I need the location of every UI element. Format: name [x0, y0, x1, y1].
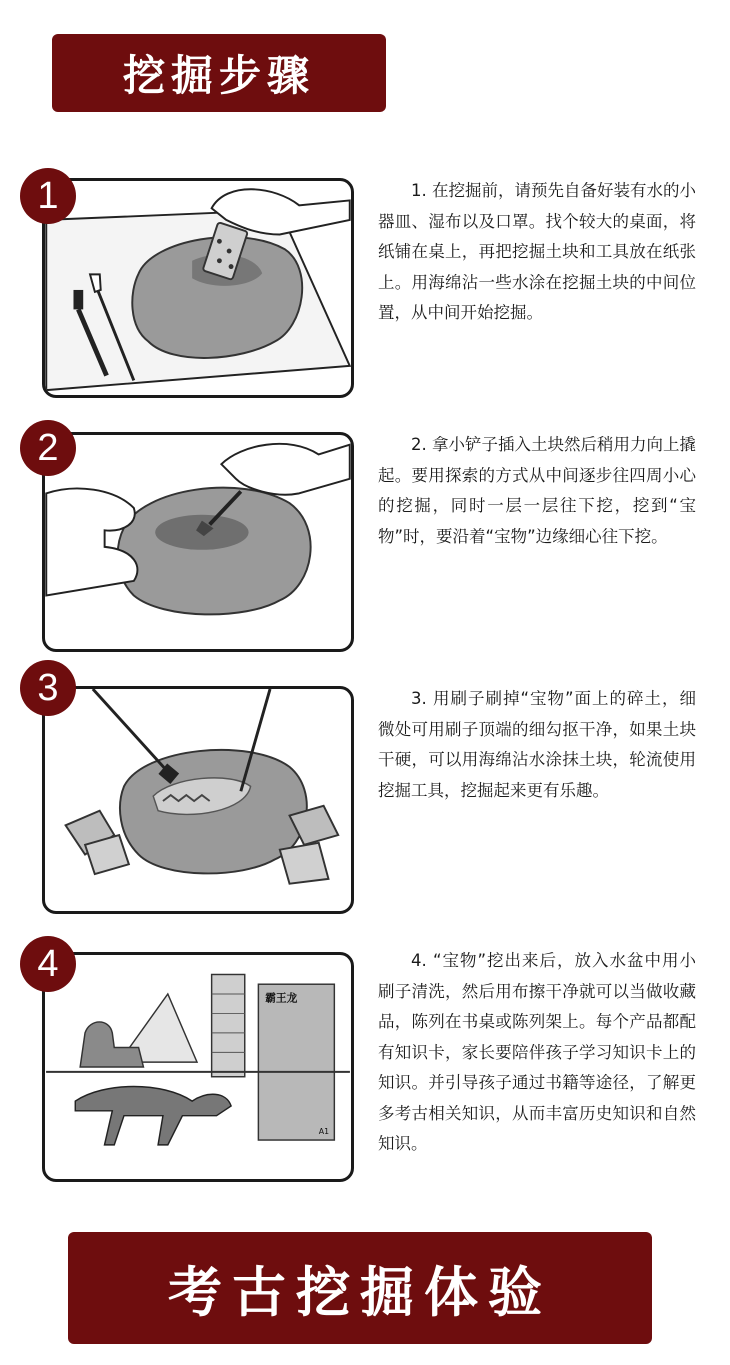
knowledge-card-title: 霸王龙 [265, 991, 298, 1005]
brushing-treasure-image [45, 689, 351, 911]
step-4-text: 4. “宝物”挖出来后，放入水盆中用小刷子清洗，然后用布擦干净就可以当做收藏品，陈列在书桌或陈列架上。每个产品都配有知识卡，家长要陪伴孩子学习知识卡上的知识。并引导孩子通过书籍等途径，了解更多考古相关知识，从而丰富历史知识和自然知识。 [378, 951, 696, 1153]
step-4-illustration [42, 952, 354, 1182]
footer-title: 考古挖掘体验 [168, 1260, 552, 1324]
step-1-text: 1. 在挖掘前，请预先自备好装有水的小器皿、湿布以及口罩。找个较大的桌面，将纸铺在桌上，再把挖掘土块和工具放在纸张上。用海绵沾一些水涂在挖掘土块的中间位置，从中间开始挖掘。 [378, 181, 696, 322]
step-2-text: 2. 拿小铲子插入土块然后稍用力向上撬起。要用探索的方式从中间逐步往四周小心的挖掘，同时一层一层往下挖，挖到“宝物”时，要沿着“宝物”边缘细心往下挖。 [378, 435, 696, 546]
section-title: 挖掘步骤 [122, 51, 315, 100]
step-3-badge: 3 [20, 660, 76, 716]
step-1-badge: 1 [20, 168, 76, 224]
digging-block-with-sponge-image [45, 181, 351, 395]
section-title-banner [52, 34, 386, 112]
footer-title-banner [68, 1232, 652, 1344]
step-3-text: 3. 用刷子刷掉“宝物”面上的碎土，细微处可用刷子顶端的细勾抠干净，如果土块干硬，可以用海绵沾水涂抹土块，轮流使用挖掘工具，挖掘起来更有乐趣。 [378, 689, 696, 800]
step-2-badge: 2 [20, 420, 76, 476]
step-1-illustration [42, 178, 354, 398]
step-3-illustration [42, 686, 354, 914]
digging-block-with-shovel-image [45, 435, 351, 649]
step-4-badge: 4 [20, 936, 76, 992]
knowledge-card-page: A1 [318, 1127, 330, 1137]
step-2-illustration [42, 432, 354, 652]
collection-display-image [45, 955, 351, 1179]
